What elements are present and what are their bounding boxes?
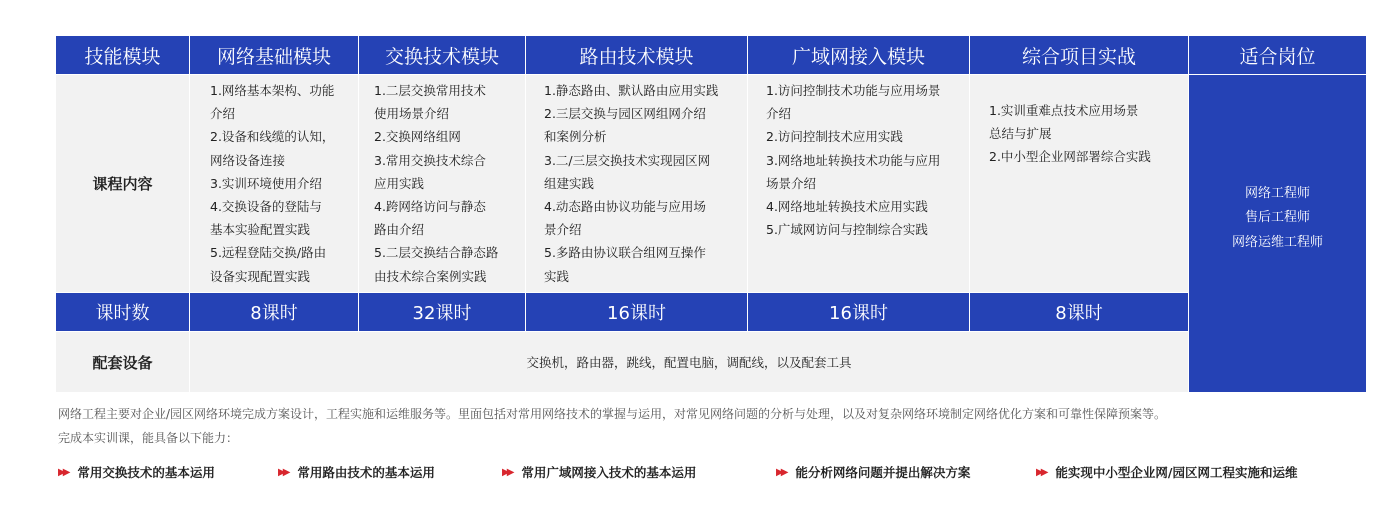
job-title: 网络工程师: [1244, 185, 1310, 201]
hours-wan-access: 16课时: [748, 293, 969, 331]
job-title: 售后工程师: [1244, 210, 1310, 226]
content-line: 5.多路由协议联合组网互操作: [544, 245, 706, 261]
content-line: 5.远程登陆交换/路由: [210, 245, 327, 261]
content-line: 1.二层交换常用技术: [374, 83, 486, 98]
ability-item: [58, 458, 215, 486]
ability-item: [502, 458, 696, 486]
content-line: 4.跨网络访问与静态: [374, 199, 486, 215]
hours-routing: 16课时: [526, 293, 747, 331]
content-line: 应用实践: [374, 175, 425, 191]
double-arrow-icon: ▶▶: [278, 466, 288, 478]
ability-label: 能分析网络问题并提出解决方案: [795, 465, 971, 480]
hours-project-practice: 8课时: [970, 293, 1188, 331]
content-line: 基本实验配置实践: [210, 222, 311, 238]
row-label-hours: 课时数: [56, 293, 189, 331]
row-label-content: 课程内容: [56, 75, 189, 292]
ability-label: 常用广域网接入技术的基本运用: [521, 465, 697, 480]
header-routing: 路由技术模块: [526, 36, 747, 74]
description-line: 完成本实训课，能具备以下能力：: [58, 431, 239, 445]
content-line: 2.三层交换与园区网组网介绍: [544, 106, 706, 122]
equipment-list: 交换机，路由器，跳线，配置电脑，调配线，以及配套工具: [190, 332, 1188, 392]
header-wan-access: 广域网接入模块: [748, 36, 969, 74]
double-arrow-icon: ▶▶: [1036, 466, 1046, 478]
module-network-basics-content: [190, 75, 358, 292]
ability-label: 常用路由技术的基本运用: [297, 465, 435, 480]
content-line: 2.设备和线缆的认知，: [210, 129, 335, 145]
job-title: 网络运维工程师: [1231, 234, 1323, 250]
content-line: 3.常用交换技术综合: [374, 152, 486, 168]
module-project-practice-content: [970, 75, 1188, 292]
content-line: 由技术综合案例实践: [374, 268, 487, 284]
header-skill-module: 技能模块: [56, 36, 189, 74]
content-line: 1.访问控制技术功能与应用场景: [766, 83, 941, 98]
description-line: 网络工程主要对企业/园区网络环境完成方案设计，工程实施和运维服务等。里面包括对常用网络技术的掌握与运用，对常见网络问题的分析与处理，以及对复杂网络环境制定网络优化方案和可靠性保障预案等。: [58, 407, 1167, 421]
content-line: 1.网络基本架构、功能: [210, 83, 335, 98]
content-line: 4.网络地址转换技术应用实践: [766, 199, 928, 215]
content-line: 和案例分析: [544, 129, 607, 145]
double-arrow-icon: ▶▶: [58, 466, 68, 478]
header-suitable-jobs: 适合岗位: [1189, 36, 1366, 74]
double-arrow-icon: ▶▶: [502, 466, 512, 478]
content-line: 景介绍: [544, 222, 582, 238]
content-line: 2.访问控制技术应用实践: [766, 129, 903, 145]
content-line: 路由介绍: [374, 222, 425, 238]
module-switching-content: [359, 75, 525, 292]
row-label-equipment: 配套设备: [56, 332, 189, 392]
content-line: 1.静态路由、默认路由应用实践: [544, 83, 719, 98]
content-line: 1.实训重难点技术应用场景: [989, 103, 1139, 118]
course-description: [58, 402, 1358, 450]
content-line: 5.二层交换结合静态路: [374, 245, 499, 261]
header-project-practice: 综合项目实战: [970, 36, 1188, 74]
content-line: 网络设备连接: [210, 152, 286, 168]
content-line: 2.中小型企业网部署综合实践: [989, 149, 1151, 165]
course-table: [56, 36, 1366, 392]
suitable-jobs-list: [1189, 75, 1366, 392]
module-wan-access-content: [748, 75, 969, 292]
content-line: 使用场景介绍: [374, 106, 450, 122]
content-line: 介绍: [766, 106, 792, 122]
content-line: 3.二/三层交换技术实现园区网: [544, 152, 711, 168]
content-line: 4.动态路由协议功能与应用场: [544, 199, 706, 215]
ability-label: 能实现中小型企业网/园区网工程实施和运维: [1055, 465, 1298, 480]
content-line: 设备实现配置实践: [210, 268, 311, 284]
ability-item: [1036, 458, 1297, 486]
content-line: 实践: [544, 268, 570, 284]
ability-label: 常用交换技术的基本运用: [77, 465, 215, 480]
content-line: 场景介绍: [766, 175, 817, 191]
module-routing-content: [526, 75, 747, 292]
content-line: 2.交换网络组网: [374, 129, 461, 145]
content-line: 介绍: [210, 106, 236, 122]
content-line: 总结与扩展: [989, 126, 1052, 142]
hours-switching: 32课时: [359, 293, 525, 331]
header-network-basics: 网络基础模块: [190, 36, 358, 74]
content-line: 3.网络地址转换技术功能与应用: [766, 152, 941, 168]
ability-item: [776, 458, 970, 486]
content-line: 3.实训环境使用介绍: [210, 175, 322, 191]
header-switching: 交换技术模块: [359, 36, 525, 74]
ability-item: [278, 458, 435, 486]
content-line: 组建实践: [544, 175, 595, 191]
content-line: 5.广域网访问与控制综合实践: [766, 222, 928, 238]
hours-network-basics: 8课时: [190, 293, 358, 331]
double-arrow-icon: ▶▶: [776, 466, 786, 478]
content-line: 4.交换设备的登陆与: [210, 199, 322, 215]
